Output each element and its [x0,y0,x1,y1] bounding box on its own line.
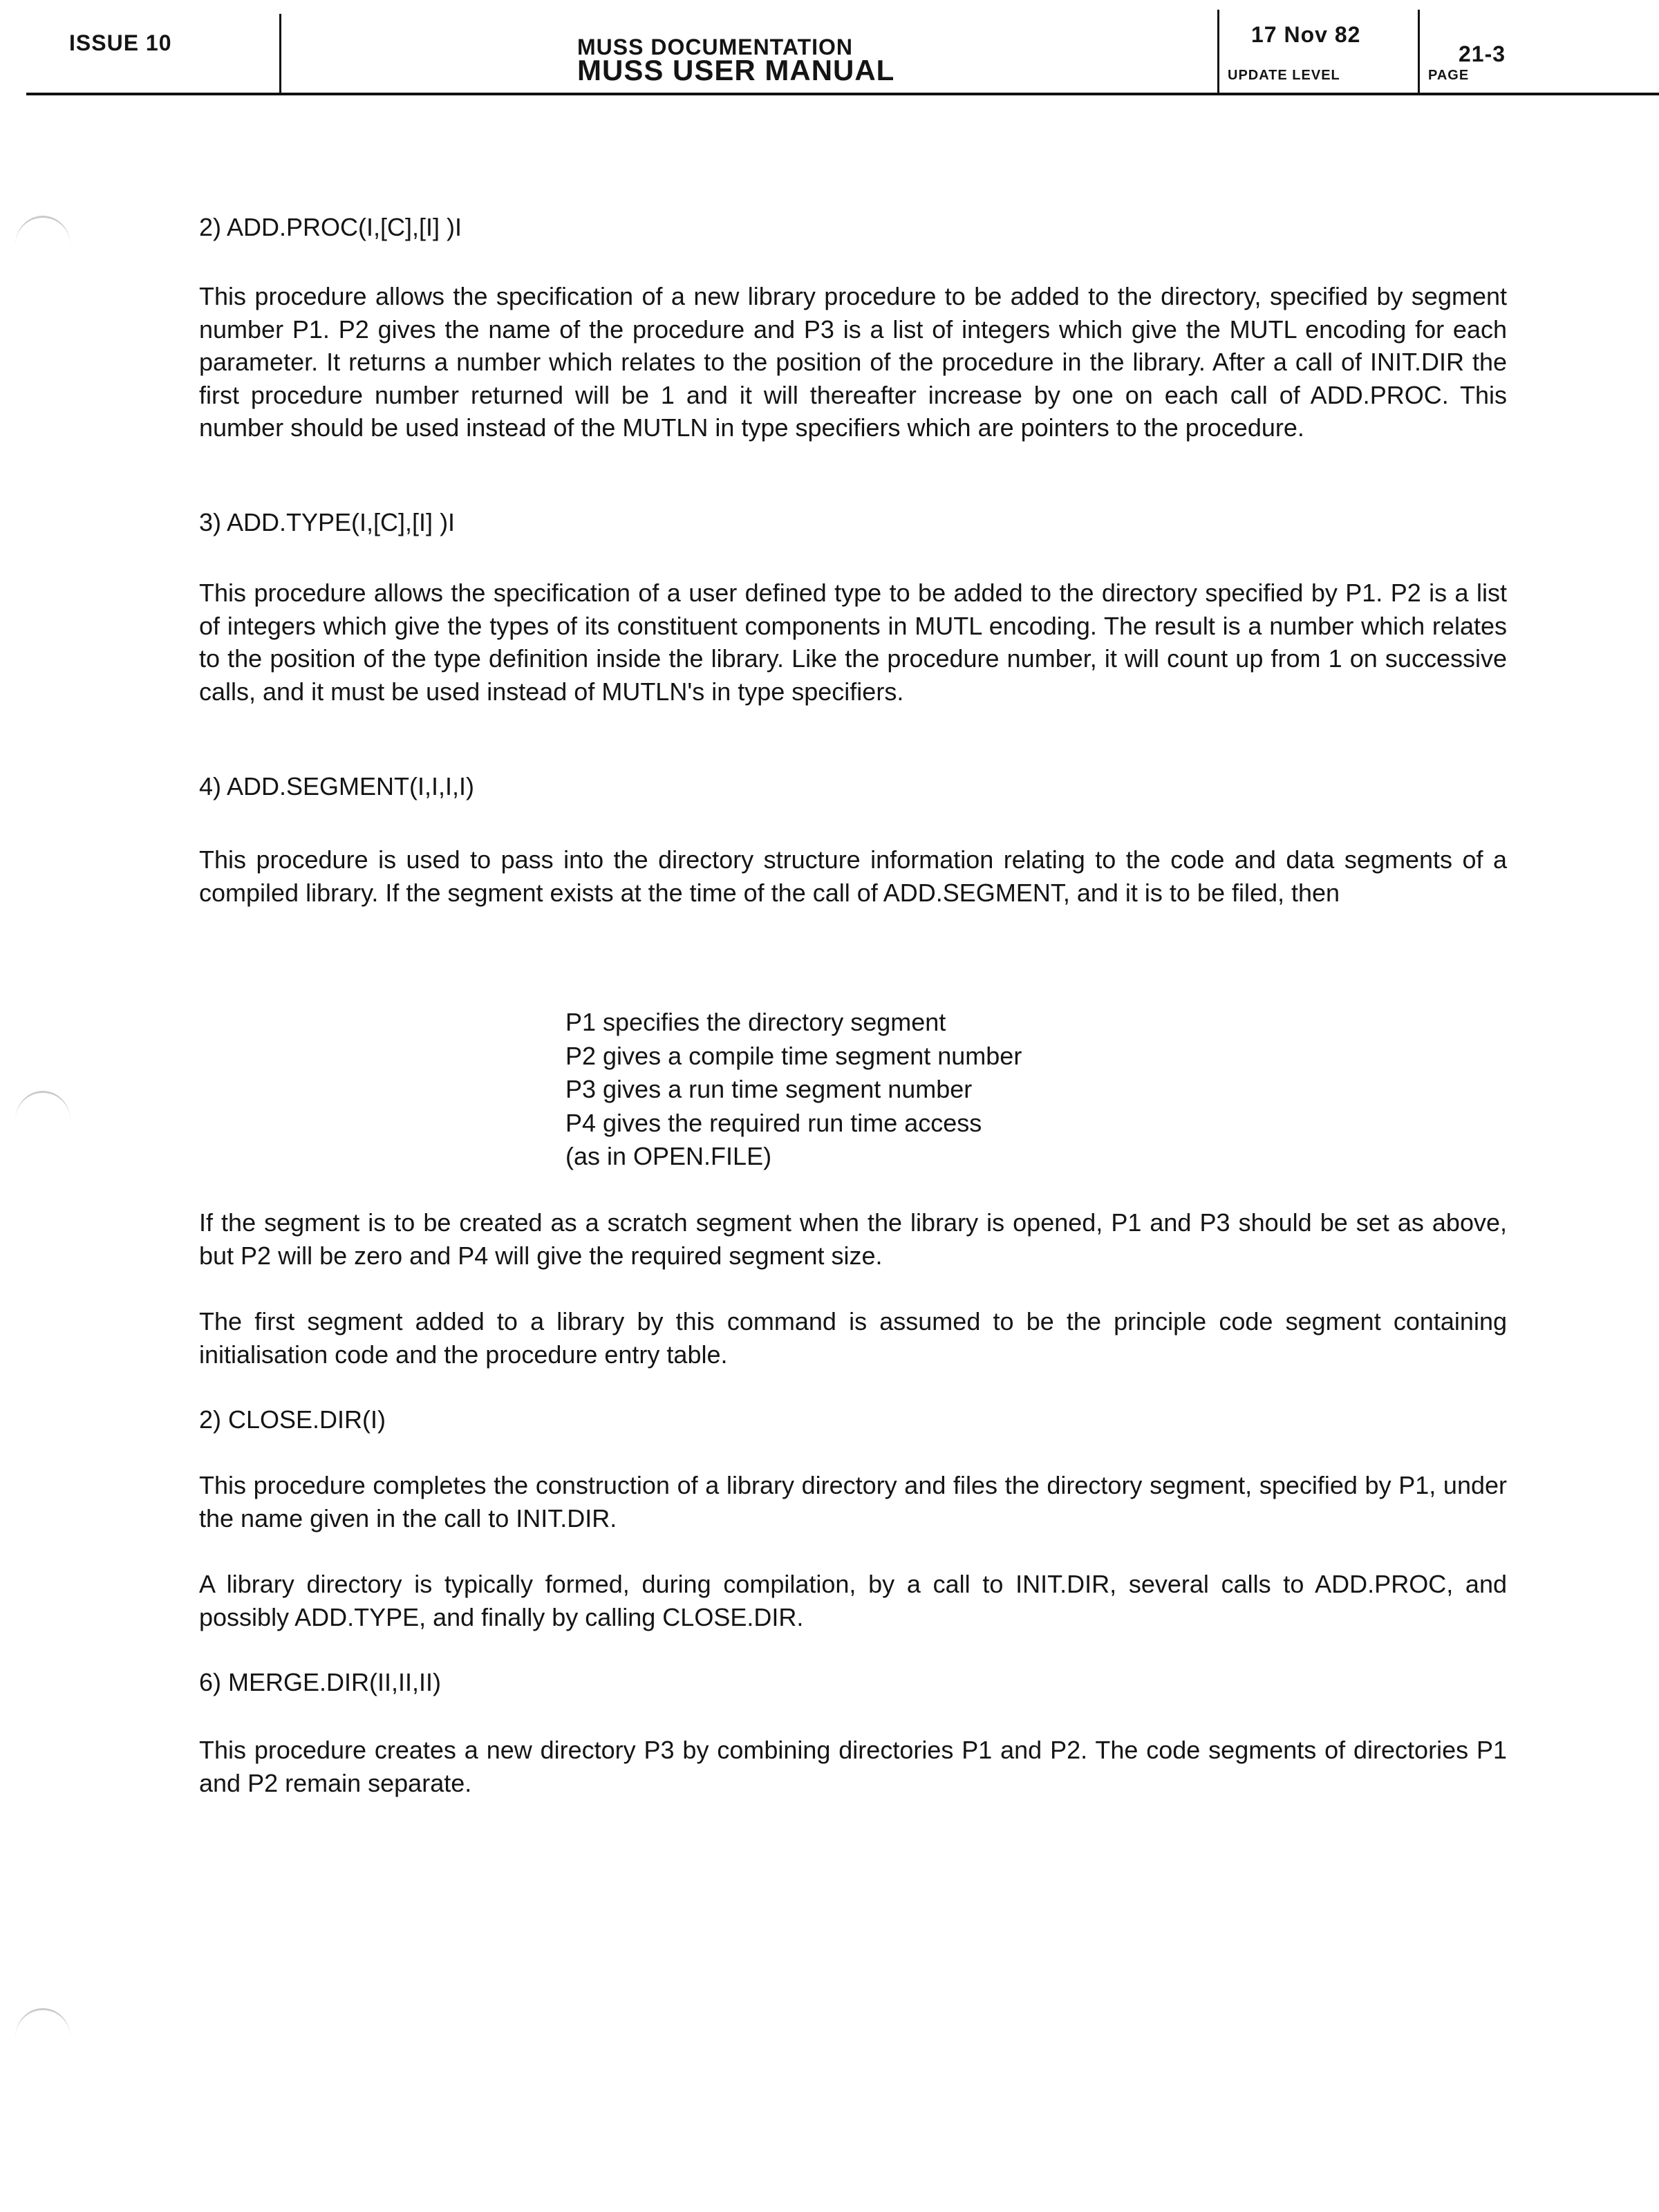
header-divider [279,14,281,94]
list-item: P4 gives the required run time access [565,1108,982,1137]
section-heading: 3) ADD.TYPE(I,[C],[I] )I [199,508,456,536]
section-heading: 6) MERGE.DIR(II,II,II) [199,1668,442,1696]
header-rule [26,93,1659,95]
parameter-list [565,1006,1022,1174]
section-heading: 4) ADD.SEGMENT(I,I,I,I) [199,772,475,800]
section-body [199,577,1507,708]
page-label: PAGE [1428,68,1470,83]
header-divider [1217,10,1219,94]
update-date: 17 Nov 82 [1251,22,1361,47]
section-body [199,1568,1507,1633]
header-divider [1418,10,1420,94]
section-heading: 2) CLOSE.DIR(I) [199,1405,386,1434]
paragraph: This procedure is used to pass into the directory structure information relating to the code and data segments of a compiled library. If the segment exists at the time of the call of ADD.SEGMENT, and it is to be filed, then [199,845,1507,907]
section-body [199,1734,1507,1799]
section-body [199,1469,1507,1535]
punch-hole-mark [15,1091,71,1121]
issue-label: ISSUE 10 [69,30,172,55]
paragraph: The first segment added to a library by this command is assumed to be the principle code segment containing initialisation code and the procedure entry table. [199,1307,1507,1369]
paragraph: A library directory is typically formed, during compilation, by a call to INIT.DIR, several calls to ADD.PROC, and possibly ADD.TYPE, and finally by calling CLOSE.DIR. [199,1570,1507,1631]
list-item: P1 specifies the directory segment [565,1008,946,1036]
section-body [199,843,1507,909]
list-item: P3 gives a run time segment number [565,1075,973,1103]
paragraph: This procedure completes the construction of a library directory and files the directory segment, specified by P1, under the name given in the call to INIT.DIR. [199,1471,1507,1533]
paragraph: If the segment is to be created as a scratch segment when the library is opened, P1 and P3 should be set as above, but P2 will be zero and P4 will give the required segment size. [199,1208,1507,1270]
update-level-label: UPDATE LEVEL [1228,68,1340,83]
paragraph: This procedure allows the specification of a user defined type to be added to the directory specified by P1. P2 is a list of integers which give the types of its constituent components in MUTL encoding. The result is a number which relates to the position of the type definition inside the library. Like the procedure number, it will count up from 1 on successive calls, and it must be used instead of MUTLN's in type specifiers. [199,579,1507,706]
punch-hole-mark [15,216,71,245]
list-item: P2 gives a compile time segment number [565,1041,1022,1070]
punch-hole-mark [15,2008,71,2038]
section-body [199,280,1507,444]
section-body [199,1206,1507,1272]
paragraph: This procedure allows the specification of a new library procedure to be added to the directory, specified by segment number P1. P2 gives the name of the procedure and P3 is a list of integers which give the MUTL encoding for each parameter. It returns a number which relates to the position of the procedure in the library. After a call of INIT.DIR the first procedure number returned will be 1 and it will thereafter increase by one on each call of ADD.PROC. This number should be used instead of the MUTLN in type specifiers which are pointers to the procedure. [199,282,1507,442]
section-heading: 2) ADD.PROC(I,[C],[I] )I [199,213,462,241]
doc-subtitle: MUSS USER MANUAL [577,54,895,86]
page-number: 21-3 [1459,41,1506,66]
page-header [0,0,1659,97]
list-item: (as in OPEN.FILE) [565,1142,772,1170]
section-body [199,1305,1507,1371]
paragraph: This procedure creates a new directory P3 by combining directories P1 and P2. The code segments of directories P1 and P2 remain separate. [199,1736,1507,1797]
doc-title: MUSS DOCUMENTATION [577,35,854,59]
